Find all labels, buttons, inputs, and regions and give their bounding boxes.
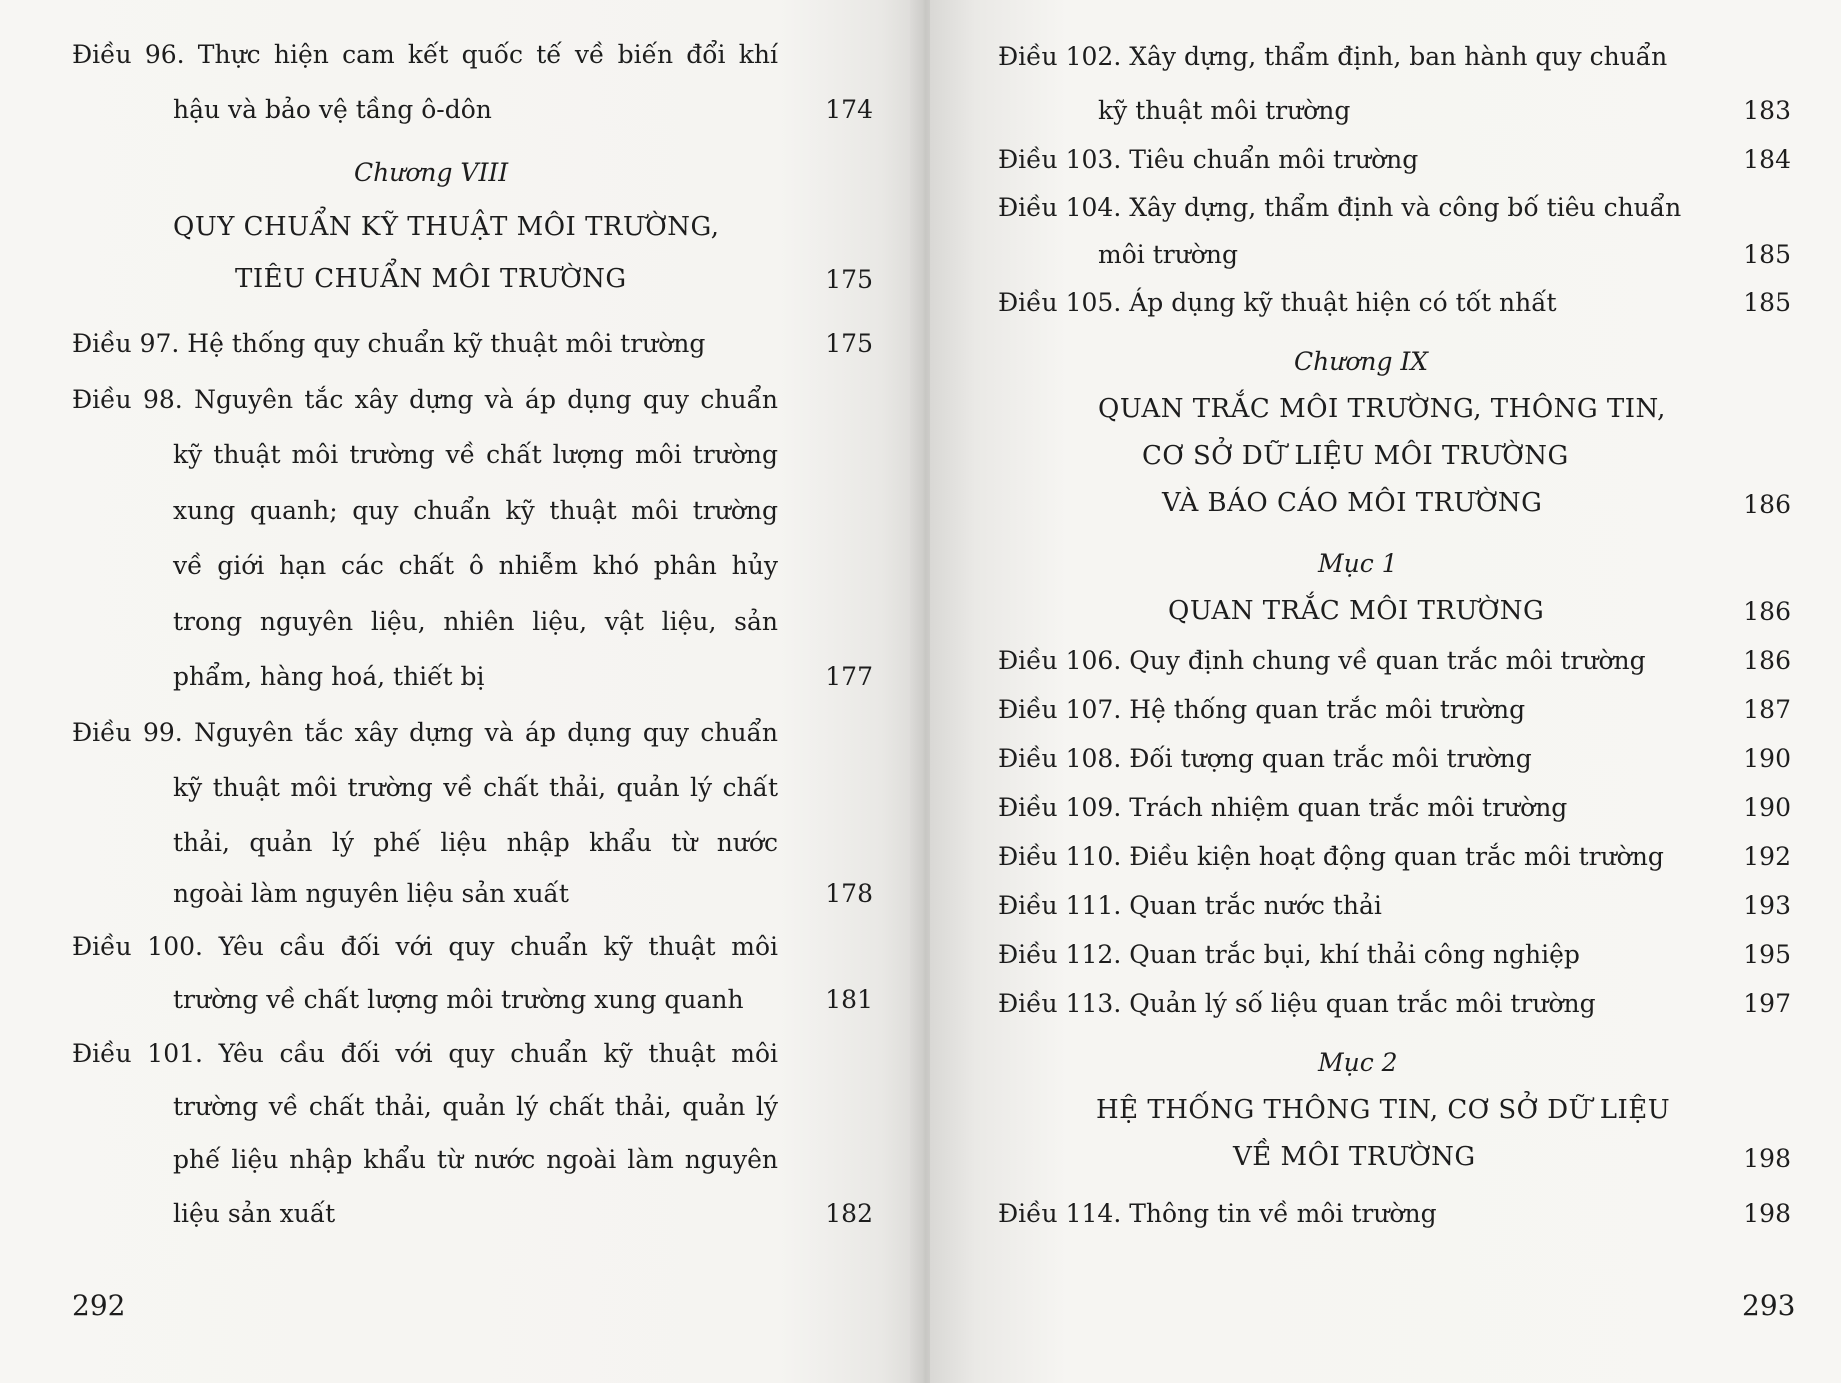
toc-page-number: 187 xyxy=(1743,695,1791,724)
toc-entry-line: Điều 111. Quan trắc nước thải xyxy=(998,891,1382,920)
toc-entry-line: Điều 112. Quan trắc bụi, khí thải công nghiệp xyxy=(998,940,1580,969)
section-label: Mục 2 xyxy=(1318,1048,1398,1077)
toc-page-number: 190 xyxy=(1743,793,1791,822)
toc-entry-line: Điều 105. Áp dụng kỹ thuật hiện có tốt nhất xyxy=(998,288,1557,317)
toc-entry-line: Điều 108. Đối tượng quan trắc môi trường xyxy=(998,744,1532,773)
chapter-title-line: VÀ BÁO CÁO MÔI TRƯỜNG xyxy=(1162,488,1543,518)
page-number: 293 xyxy=(1742,1289,1796,1322)
toc-page-number: 186 xyxy=(1743,490,1791,519)
toc-entry-line: phẩm, hàng hoá, thiết bị xyxy=(173,662,485,691)
toc-entry-line: Điều 106. Quy định chung về quan trắc môi trường xyxy=(998,646,1646,675)
toc-entry-line: thải, quản lý phế liệu nhập khẩu từ nước xyxy=(173,828,778,857)
toc-page-number: 190 xyxy=(1743,744,1791,773)
toc-entry-line: Điều 97. Hệ thống quy chuẩn kỹ thuật môi trường xyxy=(72,329,706,358)
toc-page-number: 185 xyxy=(1743,288,1791,317)
section-title-line: VỀ MÔI TRƯỜNG xyxy=(1233,1142,1476,1172)
chapter-title-line: QUY CHUẨN KỸ THUẬT MÔI TRƯỜNG, xyxy=(173,212,720,242)
section-title-line: QUAN TRẮC MÔI TRƯỜNG xyxy=(1168,596,1545,626)
toc-entry-line: trường về chất lượng môi trường xung quanh xyxy=(173,985,744,1014)
toc-entry-line: Điều 109. Trách nhiệm quan trắc môi trường xyxy=(998,793,1568,822)
toc-entry-line: về giới hạn các chất ô nhiễm khó phân hủy xyxy=(173,551,778,580)
left-page xyxy=(0,0,918,1383)
toc-page-number: 177 xyxy=(825,662,873,691)
toc-entry-line: Điều 101. Yêu cầu đối với quy chuẩn kỹ thuật môi xyxy=(72,1039,778,1068)
toc-page-number: 186 xyxy=(1743,646,1791,675)
toc-page-number: 181 xyxy=(825,985,873,1014)
toc-entry-line: kỹ thuật môi trường về chất thải, quản lý chất xyxy=(173,773,778,802)
toc-entry-line: Điều 113. Quản lý số liệu quan trắc môi trường xyxy=(998,989,1596,1018)
toc-entry-line: trường về chất thải, quản lý chất thải, quản lý xyxy=(173,1092,778,1121)
toc-page-number: 197 xyxy=(1743,989,1791,1018)
chapter-title-line: CƠ SỞ DỮ LIỆU MÔI TRƯỜNG xyxy=(1142,441,1569,471)
toc-page-number: 185 xyxy=(1743,240,1791,269)
right-page xyxy=(930,0,1841,1383)
toc-page-number: 186 xyxy=(1743,597,1791,626)
toc-entry-line: liệu sản xuất xyxy=(173,1199,336,1228)
toc-entry-line: Điều 107. Hệ thống quan trắc môi trường xyxy=(998,695,1526,724)
toc-entry-line: Điều 104. Xây dựng, thẩm định và công bố tiêu chuẩn xyxy=(998,193,1682,222)
toc-entry-line: hậu và bảo vệ tầng ô-dôn xyxy=(173,95,492,124)
toc-entry-line: Điều 96. Thực hiện cam kết quốc tế về biến đổi khí xyxy=(72,40,778,69)
toc-page-number: 175 xyxy=(825,265,873,294)
toc-page-number: 183 xyxy=(1743,96,1791,125)
toc-entry-line: trong nguyên liệu, nhiên liệu, vật liệu, sản xyxy=(173,607,778,636)
toc-entry-line: Điều 98. Nguyên tắc xây dựng và áp dụng quy chuẩn xyxy=(72,385,778,414)
section-title-line: HỆ THỐNG THÔNG TIN, CƠ SỞ DỮ LIỆU xyxy=(1096,1095,1671,1125)
toc-entry-line: Điều 100. Yêu cầu đối với quy chuẩn kỹ thuật môi xyxy=(72,932,778,961)
toc-page-number: 182 xyxy=(825,1199,873,1228)
toc-page-number: 193 xyxy=(1743,891,1791,920)
toc-page-number: 175 xyxy=(825,329,873,358)
toc-page-number: 192 xyxy=(1743,842,1791,871)
toc-entry-line: Điều 114. Thông tin về môi trường xyxy=(998,1199,1437,1228)
page-number: 292 xyxy=(72,1289,126,1322)
toc-page-number: 198 xyxy=(1743,1199,1791,1228)
chapter-label: Chương IX xyxy=(1294,347,1429,376)
toc-page-number: 198 xyxy=(1743,1144,1791,1173)
toc-entry-line: Điều 102. Xây dựng, thẩm định, ban hành quy chuẩn xyxy=(998,42,1668,71)
toc-page-number: 195 xyxy=(1743,940,1791,969)
chapter-label: Chương VIII xyxy=(354,158,509,187)
toc-entry-line: kỹ thuật môi trường xyxy=(1098,96,1351,125)
toc-entry-line: Điều 103. Tiêu chuẩn môi trường xyxy=(998,145,1419,174)
toc-page-number: 174 xyxy=(825,95,873,124)
chapter-title-line: TIÊU CHUẨN MÔI TRƯỜNG xyxy=(235,264,627,294)
toc-entry-line: Điều 110. Điều kiện hoạt động quan trắc môi trường xyxy=(998,842,1664,871)
toc-entry-line: môi trường xyxy=(1098,240,1238,269)
toc-page-number: 178 xyxy=(825,879,873,908)
toc-entry-line: phế liệu nhập khẩu từ nước ngoài làm nguyên xyxy=(173,1145,778,1174)
toc-entry-line: ngoài làm nguyên liệu sản xuất xyxy=(173,879,569,908)
toc-entry-line: Điều 99. Nguyên tắc xây dựng và áp dụng quy chuẩn xyxy=(72,718,778,747)
section-label: Mục 1 xyxy=(1318,549,1398,578)
toc-page-number: 184 xyxy=(1743,145,1791,174)
toc-entry-line: kỹ thuật môi trường về chất lượng môi trường xyxy=(173,440,778,469)
toc-entry-line: xung quanh; quy chuẩn kỹ thuật môi trường xyxy=(173,496,778,525)
chapter-title-line: QUAN TRẮC MÔI TRƯỜNG, THÔNG TIN, xyxy=(1098,394,1666,424)
